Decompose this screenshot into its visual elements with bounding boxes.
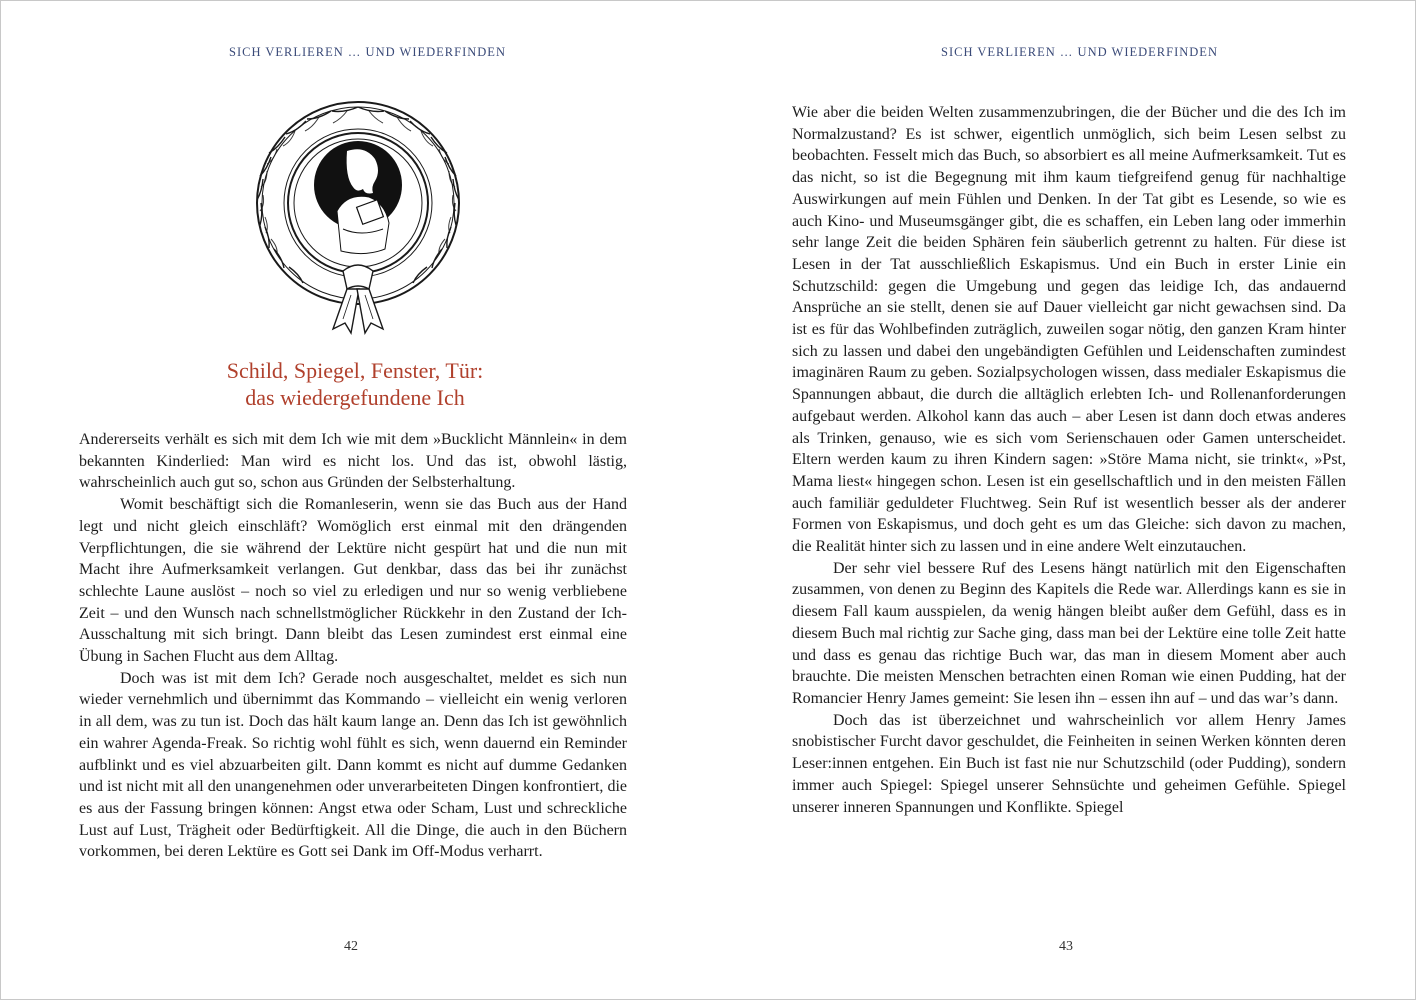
chapter-title [141, 357, 569, 411]
reading-woman-wreath-illustration [247, 99, 469, 335]
chapter-title-line-1: Schild, Spiegel, Fenster, Tür: [226, 358, 484, 383]
paragraph: Doch das ist überzeichnet und wahrscheinlich vor allem Henry James snobistischer Furcht davor geschuldet, die Feinheiten in seinen Werken könnten deren Leser:innen entgehen. Ein Buch ist fast nie nur Schutzschild (oder Pudding), sondern immer auch Spiegel: Spiegel unserer Sehnsüchte und geheimen Gefühle. Spiegel unserer inneren Spannungen und Konflikte. Spiegel [792, 711, 1346, 816]
wreath-emblem-icon [247, 99, 469, 335]
paragraph: Doch was ist mit dem Ich? Gerade noch ausgeschaltet, meldet es sich nun wieder vernehmlich und übernimmt das Kommando – vielleicht ein wenig verloren in all dem, was zu tun ist. Doch das hält kaum lange an. Denn das Ich ist gewöhnlich ein wahrer Agenda-Freak. So richtig wohl fühlt es sich, wenn dauernd ein Reminder aufblinkt und es viel abzuarbeiten gilt. Dann kommt es nicht auf dumme Gedanken und ist nicht mit all den unangenehmen oder unverarbeiteten Dingen konfrontiert, die es aus der Fassung bringen können: Angst etwa oder Scham, Lust und schreckliche Lust auf Lust, Trägheit oder Bedürftigkeit. All die Dinge, die auch in den Büchern vorkommen, bei deren Lektüre es Gott sei Dank im Off-Modus verharrt. [79, 669, 627, 861]
page-number-left: 42 [344, 939, 358, 954]
paragraph: Womit beschäftigt sich die Romanleserin, wenn sie das Buch aus der Hand legt und nicht gleich einschläft? Womöglich erst einmal mit den drängenden Verpflichtungen, die sie während der Lektüre nicht gespürt hat und die nun mit Macht ihre Aufmerksamkeit verlangen. Gut denkbar, dass das bei ihr zunächst schlechte Laune auslöst – noch so viel zu erledigen und nur so wenig verbliebene Zeit – und den Wunsch nach schnellstmöglicher Rückkehr in den Zustand der Ich-Ausschaltung mit sich bringt. Dann bleibt das Lesen zumindest erst einmal eine Übung in Sachen Flucht aus dem Alltag. [79, 496, 627, 666]
chapter-title-line-2: das wiedergefundene Ich [245, 385, 465, 410]
body-text-right [792, 102, 1346, 818]
right-page [709, 1, 1415, 999]
running-head-left: SICH VERLIEREN … UND WIEDERFINDEN [229, 45, 506, 59]
running-head-right: SICH VERLIEREN … UND WIEDERFINDEN [941, 45, 1218, 59]
paragraph: Der sehr viel bessere Ruf des Lesens hängt natürlich mit den Eigenschaften zusammen, von denen zu Beginn des Kapitels die Rede war. Allerdings kann es sie in diesem Fall kaum ausspielen, da wenig hängen bleibt außer dem Gefühl, dass es in diesem Buch mal richtig zur Sache ging, dass man bei der Lektüre eine tolle Zeit hatte und dass es genau das richtige Buch war, das man in diesem Moment aber auch brauchte. Die meisten Menschen betrachten einen Roman wie einen Pudding, hat der Romancier Henry James gemeint: Sie lesen ihn – essen ihn auf – und das war’s dann. [792, 559, 1346, 707]
left-page [1, 1, 709, 999]
page-number-right: 43 [1059, 939, 1073, 954]
body-text-left [79, 429, 627, 863]
paragraph: Wie aber die beiden Welten zusammenzubringen, die der Bücher und die des Ich im Normalzustand? Es ist schwer, eigentlich unmöglich, sich beim Lesen selbst zu beobachten. Fesselt mich das Buch, so absorbiert es all meine Aufmerksamkeit. Tut es das nicht, so ist die Begegnung mit ihm kaum tiefgreifend genug für nachhaltige Auswirkungen auf mein Fühlen und Denken. In der Tat gibt es Lesende, so wie es auch Kino- und Museumsgänger gibt, die es schaffen, ein Leben lang oder immerhin sehr lange Zeit die beiden Sphären fein säuberlich getrennt zu halten. Für diese ist Lesen in der Tat ausschließlich Eskapismus. Und ein Buch in erster Linie ein Schutzschild: gegen die Umgebung und gegen das leidige Ich, das andauernd Ansprüche an sie stellt, denen sie auf Dauer vielleicht gar nicht gewachsen sind. Da ist es für das Wohlbefinden zuträglich, zuweilen sogar nötig, den ganzen Kram hinter sich zu lassen und dabei den ungebändigten Gefühlen und Leidenschaften zumindest imaginären Raum zu geben. Sozialpsychologen wissen, dass medialer Eskapismus die Spannungen abbaut, die durch die alltäglich erlebten Ich- und Rollenanforderungen aufgebaut werden. Alkohol kann das auch – aber Lesen ist dann doch etwas anderes als Trinken, genauso, wie es sich vom Serienschauen oder Gamen unterscheidet. Eltern werden kaum zu ihren Kindern sagen: »Störe Mama nicht, sie trinkt«, »Pst, Mama liest« hingegen schon. Lesen ist ein gesellschaftlich und in den meisten Fällen auch familiär geduldeter Fluchtweg. Sein Ruf ist wesentlich besser als der anderer Formen von Eskapismus, und doch geht es um das Gleiche: sich davon zu machen, die Realität hinter sich zu lassen und in eine andere Welt einzutauchen. [792, 104, 1346, 556]
paragraph: Andererseits verhält es sich mit dem Ich wie mit dem »Bucklicht Männlein« in dem bekannten Kinderlied: Man wird es nicht los. Und das ist, obwohl lästig, wahrscheinlich auch gut so, schon aus Gründen der Selbsterhaltung. [79, 431, 627, 492]
